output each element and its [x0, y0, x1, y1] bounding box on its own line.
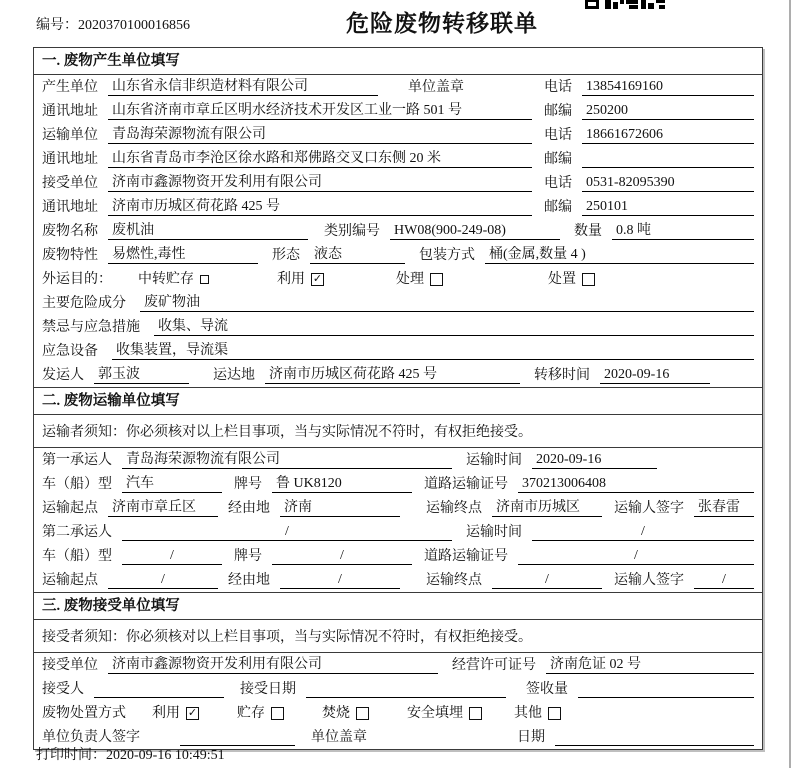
field-label: 运输人签字 — [614, 573, 684, 588]
qr-code-fragment — [585, 0, 665, 9]
field-value: / — [280, 571, 400, 589]
row-transport-address — [34, 147, 762, 171]
field-label: 发运人 — [42, 368, 84, 383]
checkbox-store — [271, 707, 284, 720]
field-value — [555, 745, 754, 746]
field-value: 2020-09-16 — [532, 451, 657, 469]
field-label: 签收量 — [526, 682, 568, 697]
stamp-label: 单位盖章 — [311, 730, 367, 745]
field-value: 2020-09-16 — [600, 366, 710, 384]
field-value: 250101 — [582, 198, 754, 216]
option-label: 贮存 — [237, 705, 265, 721]
field-label: 废物特性 — [42, 248, 98, 263]
row-receive-person — [34, 677, 762, 701]
field-value: 山东省青岛市李沧区徐水路和郑佛路交叉口东侧 20 米 — [108, 150, 532, 168]
row-second-carrier — [34, 520, 762, 544]
field-label: 运达地 — [213, 368, 255, 383]
field-value: 桶(金属,数量 4 ) — [485, 246, 754, 264]
field-label: 废物处置方式 — [42, 705, 126, 721]
field-value: 鲁 UK8120 — [272, 475, 412, 493]
row-vehicle-2 — [34, 544, 762, 568]
row-transport-unit — [34, 123, 762, 147]
field-label: 禁忌与应急措施 — [42, 320, 140, 335]
section-producer — [34, 48, 762, 387]
checkbox-landfill — [469, 707, 482, 720]
field-label: 经由地 — [228, 573, 270, 588]
field-value: / — [108, 571, 218, 589]
field-label: 经营许可证号 — [452, 658, 536, 673]
field-label: 外运目的： — [42, 271, 112, 287]
field-value: 张春雷 — [694, 499, 754, 517]
field-value: 青岛海荣源物流有限公司 — [122, 451, 452, 469]
field-label: 运输起点 — [42, 501, 98, 516]
field-value: 13854169160 — [582, 78, 754, 96]
row-vehicle-1 — [34, 472, 762, 496]
field-value: / — [492, 571, 602, 589]
field-value: 废机油 — [108, 222, 308, 240]
field-value: 汽车 — [122, 475, 222, 493]
field-label: 产生单位 — [42, 80, 98, 95]
field-label: 通讯地址 — [42, 200, 98, 215]
field-label: 电话 — [544, 176, 572, 191]
transfer-form-table — [33, 47, 763, 750]
transporter-notice: 运输者须知：你必须核对以上栏目事项，当与实际情况不符时，有权拒绝接受。 — [34, 415, 762, 448]
field-label: 通讯地址 — [42, 152, 98, 167]
option-label: 焚烧 — [322, 705, 350, 721]
field-label: 运输终点 — [426, 501, 482, 516]
field-label: 数量 — [574, 224, 602, 239]
field-label: 电话 — [544, 128, 572, 143]
option-label: 中转贮存 — [138, 271, 194, 287]
section-header-transporter: 二. 废物运输单位填写 — [34, 388, 762, 415]
field-label: 主要危险成分 — [42, 296, 126, 311]
row-emergency-equipment — [34, 339, 762, 363]
field-label: 道路运输证号 — [424, 549, 508, 564]
field-value — [94, 697, 224, 698]
row-waste-property — [34, 243, 762, 267]
field-value: 郭玉波 — [94, 366, 189, 384]
field-value: 济南市章丘区 — [108, 499, 218, 517]
field-value: 山东省济南市章丘区明水经济技术开发区工业一路 501 号 — [108, 102, 532, 120]
row-disposal-method — [34, 701, 762, 725]
field-label: 电话 — [544, 80, 572, 95]
checkbox-treat — [430, 273, 443, 286]
field-label: 邮编 — [544, 104, 572, 119]
field-value: 250200 — [582, 102, 754, 120]
row-emergency-measures — [34, 315, 762, 339]
option-label: 利用 — [152, 705, 180, 721]
page-edge-line — [789, 0, 791, 768]
page-title: 危险废物转移联单 — [346, 11, 538, 36]
checkbox-other — [548, 707, 561, 720]
field-label: 废物名称 — [42, 224, 98, 239]
field-label: 运输人签字 — [614, 501, 684, 516]
field-label: 类别编号 — [324, 224, 380, 239]
field-label: 车（船）型 — [42, 549, 112, 564]
field-label: 运输时间 — [466, 453, 522, 468]
field-label: 经由地 — [228, 501, 270, 516]
section-header-producer: 一. 废物产生单位填写 — [34, 48, 762, 75]
field-label: 通讯地址 — [42, 104, 98, 119]
field-value: 18661672606 — [582, 126, 754, 144]
row-first-carrier — [34, 448, 762, 472]
field-label: 接受单位 — [42, 658, 98, 673]
field-value: 370213006408 — [518, 475, 754, 493]
row-route-2 — [34, 568, 762, 592]
print-time — [36, 744, 225, 764]
field-label: 运输时间 — [466, 525, 522, 540]
field-label: 邮编 — [544, 200, 572, 215]
field-label: 运输起点 — [42, 573, 98, 588]
serial-value: 2020370100016856 — [78, 18, 190, 33]
field-value: 山东省永信非织造材料有限公司 — [108, 78, 378, 96]
row-receiver-unit — [34, 171, 762, 195]
checkbox-utilize: ✓ — [187, 706, 198, 719]
serial-label: 编号： — [36, 18, 78, 33]
field-value: 0531-82095390 — [582, 174, 754, 192]
field-value: 济南 — [280, 499, 400, 517]
field-label: 车（船）型 — [42, 477, 112, 492]
field-value: 济南市历城区荷花路 425 号 — [265, 366, 520, 384]
option-label: 利用 — [277, 271, 305, 287]
checkbox-transfer-storage — [200, 275, 209, 284]
field-label: 接受日期 — [240, 682, 296, 697]
field-value: HW08(900-249-08) — [390, 222, 560, 240]
field-value — [306, 697, 506, 698]
row-receive-unit — [34, 653, 762, 677]
checkbox-utilize: ✓ — [312, 272, 323, 285]
field-label: 道路运输证号 — [424, 477, 508, 492]
field-value: 济南市历城区 — [492, 499, 602, 517]
field-value: 济南危证 02 号 — [546, 656, 754, 674]
field-value: / — [122, 523, 452, 541]
field-label: 接受人 — [42, 682, 84, 697]
option-label: 安全填埋 — [407, 705, 463, 721]
option-label: 其他 — [514, 705, 542, 721]
print-time-value: 2020-09-16 10:49:51 — [106, 748, 225, 763]
checkbox-incinerate — [356, 707, 369, 720]
field-value: 济南市鑫源物资开发利用有限公司 — [108, 174, 532, 192]
row-shipper — [34, 363, 762, 387]
row-producer-unit — [34, 75, 762, 99]
field-value: / — [532, 523, 754, 541]
field-label: 邮编 — [544, 152, 572, 167]
field-value: / — [122, 547, 222, 565]
field-label: 应急设备 — [42, 344, 98, 359]
field-value: / — [272, 547, 412, 565]
field-value: 济南市历城区荷花路 425 号 — [108, 198, 532, 216]
option-label: 处理 — [396, 271, 424, 287]
stamp-label: 单位盖章 — [408, 80, 464, 95]
row-waste-name — [34, 219, 762, 243]
field-value — [582, 167, 754, 168]
row-route-1 — [34, 496, 762, 520]
field-label: 形态 — [272, 248, 300, 263]
field-label: 单位负责人签字 — [42, 730, 140, 745]
field-label: 运输终点 — [426, 573, 482, 588]
section-receiver — [34, 592, 762, 749]
field-value: 液态 — [310, 246, 405, 264]
field-label: 第二承运人 — [42, 525, 112, 540]
row-producer-address — [34, 99, 762, 123]
field-label: 转移时间 — [534, 368, 590, 383]
field-label: 牌号 — [234, 549, 262, 564]
field-value: 易燃性,毒性 — [108, 246, 258, 264]
field-value: 济南市鑫源物资开发利用有限公司 — [108, 656, 438, 674]
field-value: 青岛海荣源物流有限公司 — [108, 126, 532, 144]
field-value: 收集装置，导流渠 — [112, 342, 754, 360]
field-label: 日期 — [517, 730, 545, 745]
row-hazard-component — [34, 291, 762, 315]
field-value: / — [518, 547, 754, 565]
field-value: / — [694, 571, 754, 589]
field-value: 收集、导流 — [154, 318, 754, 336]
field-value: 废矿物油 — [140, 294, 754, 312]
row-outbound-purpose — [34, 267, 762, 291]
field-label: 运输单位 — [42, 128, 98, 143]
receiver-notice: 接受者须知：你必须核对以上栏目事项，当与实际情况不符时，有权拒绝接受。 — [34, 620, 762, 653]
option-label: 处置 — [548, 271, 576, 287]
field-value: 0.8 吨 — [612, 222, 754, 240]
field-label: 包装方式 — [419, 248, 475, 263]
print-time-label: 打印时间： — [36, 748, 106, 763]
field-label: 接受单位 — [42, 176, 98, 191]
field-label: 第一承运人 — [42, 453, 112, 468]
section-transporter — [34, 387, 762, 592]
section-header-receiver: 三. 废物接受单位填写 — [34, 593, 762, 620]
field-label: 牌号 — [234, 477, 262, 492]
field-value — [578, 697, 754, 698]
row-receiver-address — [34, 195, 762, 219]
checkbox-dispose — [582, 273, 595, 286]
